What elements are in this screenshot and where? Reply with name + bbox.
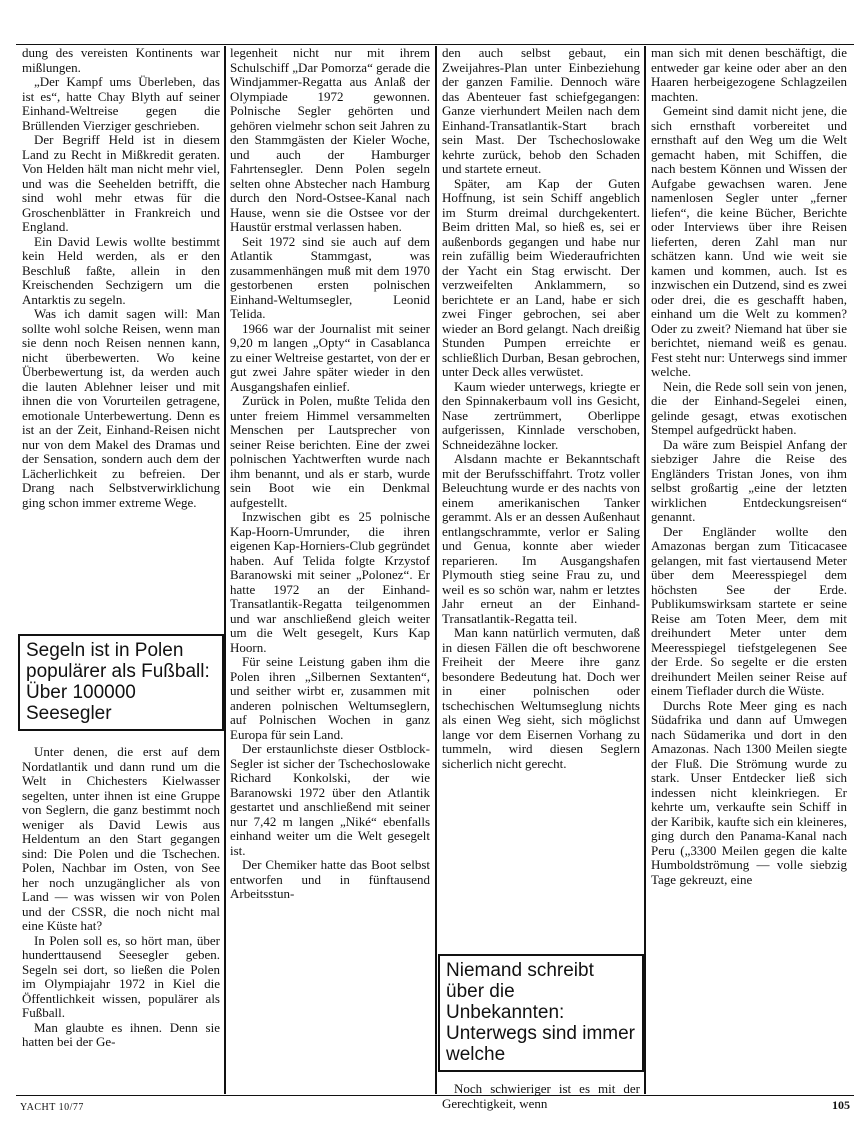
paragraph: Seit 1972 sind sie auch auf dem Atlantik Stammgast, was zusammenhängen muß mit dem 1970 gestorbenen ersten polnischen Einhand-Weltumsegler, Leonid Telida. <box>230 233 430 321</box>
article-column-2 <box>230 46 430 1096</box>
paragraph: Inzwischen gibt es 25 polnische Kap-Hoorn-Umrunder, die ihren eigenen Kap-Horniers-Club gegründet haben. Auf Telida folgte Krzystof Baranowski mit seiner „Polonez“. Er hatte 1972 an der Einhand-Transatlantik-Regatta teilgenommen und war anschließend gleich weiter um die Welt gesegelt, Kurs Kap Hoorn. <box>230 509 430 655</box>
paragraph: Zurück in Polen, mußte Telida den unter freiem Himmel versammelten Menschen per Lautsprecher von seiner Reise berichten. Eine der zwei polnischen Yachtwerften wurde nach ihm benannt, und als er starb, wurde sein Boot wie ein Denkmal aufgestellt. <box>230 393 430 510</box>
headline-polen: Segeln ist in Polen populärer als Fußball: Über 100000 Seesegler <box>18 634 224 731</box>
paragraph: man sich mit denen beschäftigt, die entweder gar keine oder aber an den Haaren herbeigezogene Schlagzeilen machten. <box>651 45 847 104</box>
column-rule <box>644 46 646 1094</box>
paragraph: Später, am Kap der Guten Hoffnung, ist sein Schiff angeblich im Sturm dreimal durchgekentert. Beim dritten Mal, so hieß es, sei er außenbords gegangen und habe nur rein zufällig beim Wiederaufrichten der Yacht ein Stag erwischt. Der verzweifelten Anklammern, so berichtete er an Land, habe er sich zwei Finger gebrochen, sei aber wieder an Bord gelangt. Nach dreißig Stunden Pumpen erreichte er schließlich Durban, Besan gebrochen, unter Deck alles verwüstet. <box>442 175 640 379</box>
paragraph: Man kann natürlich vermuten, daß in diesen Fällen die oft beschworene Freiheit der Meere ihre ganz besondere Bedeutung hat. Doch wer in einer polnischen oder tschechischen Weltumseglung nichts als einen Weg sieht, sich möglichst lange vor dem Eisernen Vorhang zu tummeln, wird diesen Seglern sicherlich nicht gerecht. <box>442 625 640 771</box>
paragraph: In Polen soll es, so hört man, über hunderttausend Seesegler geben. Segeln sei dort, so ließen die Polen im Olympiajahr 1972 in Kiel die Öffentlichkeit wissen, populärer als Fußball. <box>22 932 220 1020</box>
column-3-text-bottom <box>442 1082 640 1122</box>
paragraph: dung des vereisten Kontinents war mißlungen. <box>22 45 220 75</box>
paragraph: Ein David Lewis wollte bestimmt kein Held werden, als er den Beschluß faßte, allein in den Kreischenden Sechzigern um die Antarktis zu segeln. <box>22 233 220 307</box>
page-number: 105 <box>832 1098 850 1112</box>
paragraph: Unter denen, die erst auf dem Nordatlantik und dann rund um die Welt in Chichesters Kielwasser segelten, unter ihnen ist eine Gruppe von Seglern, die ganz bestimmt noch weniger als David Lewis aus Heldentum an den Start gegangen sind: Die Polen und die Tschechen. Polen, Nachbar im Osten, von See her noch unzugänglicher als von Land — was wissen wir von Polen und der CSSR, die noch nicht mal eine Küste hat? <box>22 744 220 933</box>
article-column-4 <box>651 46 847 1096</box>
paragraph: Der Engländer wollte den Amazonas bergan zum Titicacasee gelangen, mit fast viertausend Meter über dem Meeresspiegel dem höchsten See der Erde. Publikumswirksam startete er seine Reise am Toten Meer, dem mit dreihundert Meter unter dem Meeresspiegel tiefstgelegenen See der Erde. So segelte er die ersten dreihundert Meilen seiner Reise auf einem Tieflader durch die Wüste. <box>651 523 847 698</box>
paragraph: Da wäre zum Beispiel Anfang der siebziger Jahre die Reise des Engländers Tristan Jones, von ihm selbst großartig „eine der letzten wirklichen Entdeckungsreisen“ genannt. <box>651 436 847 524</box>
paragraph: Der erstaunlichste dieser Ostblock-Segler ist sicher der Tschechoslowake Richard Konkolski, der wie Baranowski 1972 über den Atlantik gestartet und anschließend mit seiner nur 7,42 m langen „Niké“ ebenfalls einhand weiter um die Welt gesegelt ist. <box>230 741 430 858</box>
article-column-3 <box>442 45 640 1111</box>
paragraph: den auch selbst gebaut, ein Zweijahres-Plan unter Einbeziehung der ganzen Familie. Dennoch wäre das Abenteuer fast schiefgegangen: Ganze vierhundert Meilen nach dem Einhand-Transatlantik-Start brach sein Mast. Der Tschechoslowake kehrte zurück, behob den Schaden und startete erneut. <box>442 45 640 176</box>
column-3-text-top <box>442 46 640 944</box>
article-column-1 <box>22 46 220 1096</box>
column-1-text-bottom <box>22 745 220 1095</box>
paragraph: „Der Kampf ums Überleben, das ist es“, hatte Chay Blyth auf seiner Einhand-Weltreise gegen die Brüllenden Vierziger geschrieben. <box>22 74 220 133</box>
paragraph: Nein, die Rede soll sein von jenen, die der Einhand-Segelei einen, gelinde gesagt, etwas exotischen Stempel aufgedrückt haben. <box>651 378 847 437</box>
column-rule <box>435 46 437 1094</box>
column-rule <box>224 46 226 1094</box>
paragraph: legenheit nicht nur mit ihrem Schulschiff „Dar Pomorza“ gerade die Windjammer-Regatta aus Anlaß der Olympiade 1972 gewonnen. Polnische Segler gehörten und gehören vielmehr schon seit Jahren zu den Stammgästen der Kieler Woche, und auch der Hamburger Fahrtensegler. Denn Polen segeln selten ohne Abstecher nach Hamburg durch den Nord-Ostsee-Kanal nach Hause, wenn sie die Ostsee vor der Haustür erstmal verlassen haben. <box>230 45 430 234</box>
magazine-issue-label: YACHT 10/77 <box>20 1102 84 1113</box>
paragraph: Noch schwieriger ist es mit der Gerechtigkeit, wenn <box>442 1081 640 1111</box>
paragraph: Man glaubte es ihnen. Denn sie hatten bei der Ge- <box>22 1019 220 1049</box>
paragraph: Durchs Rote Meer ging es nach Südafrika und dann auf Umwegen nach Südamerika und dort in den Amazonas. Nach 1300 Meilen siegte der Fluß. Die Strömung wurde zu stark. Unser Entdecker ließ sich indessen nicht kleinkriegen. Er kehrte um, verkaufte sein Schiff in der Karibik, kaufte sich ein kleineres, ging durch den Panama-Kanal nach Peru („3300 Meilen gegen die kalte Humboldströmung — volle siebzig Tage gekreuzt, eine <box>651 697 847 887</box>
paragraph: Kaum wieder unterwegs, kriegte er den Spinnakerbaum voll ins Gesicht, Nase zertrümmert, Oberlippe aufgerissen, Kinnlade verschoben, Schneidezähne locker. <box>442 378 640 452</box>
paragraph: Der Begriff Held ist in diesem Land zu Recht in Mißkredit geraten. Von Helden hält man nicht mehr viel, und was die Seehelden betrifft, die sind wohl mehr etwas für die Groschenblätter in Frankreich und England. <box>22 132 220 234</box>
paragraph: Alsdann machte er Bekanntschaft mit der Berufsschiffahrt. Trotz voller Beleuchtung wurde er des nachts von einem amerikanischen Tanker gerammt. Als er an dessen Außenhaut entlangschrammte, verlor er Saling und Genua, konnte aber wieder reparieren. Im Ausgangshafen Plymouth stieg seine Frau zu, und weil es so schön war, nahm er letztes Jahr erneut an der Einhand-Transatlantik-Regatta teil. <box>442 451 640 626</box>
paragraph: Für seine Leistung gaben ihm die Polen ihren „Silbernen Sextanten“, und seither wirbt er, zusammen mit anderen polnischen Weltumseglern, auf Polnischen Wochen in ganz Europa für sein Land. <box>230 654 430 742</box>
paragraph: Gemeint sind damit nicht jene, die sich ernsthaft vorbereitet und ernsthaft auf den Weg um die Welt gemacht haben, mit Schiffen, die nach bestem Können und Wissen der Aufgabe gewachsen waren. Jene namenlosen Segler unter „ferner liefen“, die keine Bücher, Berichte oder Interviews über ihre Reisen lieferten, deren Zahl man nur schätzen kann. Und wie weit sie kamen und kommen, auch. Ist es inzwischen ein Dutzend, sind es zwei oder drei, die es geschafft haben, einhand um die Welt zu kommen? Oder zu zweit? Niemand hat über sie berichtet, niemand weiß es genau. Fest steht nur: Unterwegs sind immer welche. <box>651 103 847 379</box>
headline-unbekannte: Niemand schreibt über die Unbekannten: Unterwegs sind immer welche <box>438 954 644 1072</box>
paragraph: 1966 war der Journalist mit seiner 9,20 m langen „Opty“ in Casablanca zu einer Weltreise gestartet, von der er gut zwei Jahre später wieder in den Ausgangshafen einlief. <box>230 320 430 394</box>
paragraph: Der Chemiker hatte das Boot selbst entworfen und in fünftausend Arbeitsstun- <box>230 857 430 901</box>
paragraph: Was ich damit sagen will: Man sollte wohl solche Reisen, wenn man sie denn noch Reisen nennen kann, nicht überbewerten. Wo keine Überbewertung ist, da werden auch die lauten Ablehner leiser und mit ihnen die von Vorurteilen getragene, emotionale Unterbewertung. Denn es ist an der Zeit, Einhand-Reisen nicht nur von dem Makel des Dramas und der Sensation, sondern auch dem der Lächerlichkeit zu befreien. Der Drang nach Selbstverwirklichung ging schon immer extreme Wege. <box>22 306 220 510</box>
column-1-text-top <box>22 46 220 624</box>
